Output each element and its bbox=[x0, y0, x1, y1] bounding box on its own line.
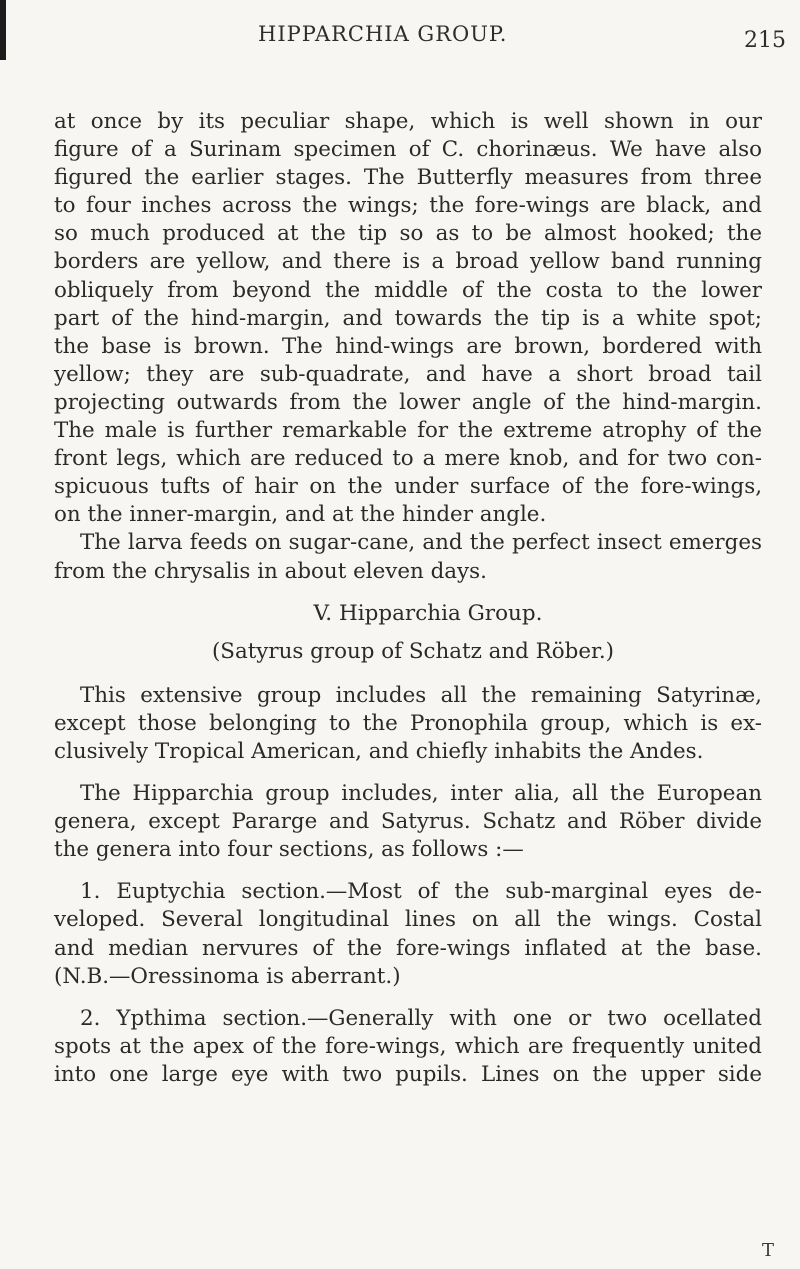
paragraph-5 bbox=[54, 878, 762, 990]
text-line: so much produced at the tip so as to be almost hooked; the bbox=[54, 221, 762, 247]
text-line: obliquely from beyond the middle of the costa to the lower bbox=[54, 277, 762, 303]
text-line: and median nervures of the fore-wings inflated at the base. bbox=[54, 935, 762, 961]
text-line: projecting outwards from the lower angle of the hind-margin. bbox=[54, 389, 762, 415]
text-line: spots at the apex of the fore-wings, which are frequently united bbox=[54, 1033, 762, 1059]
text-line: to four inches across the wings; the fore-wings are black, and bbox=[54, 193, 762, 219]
text-line: from the chrysalis in about eleven days. bbox=[54, 558, 487, 584]
section-subheading: (Satyrus group of Schatz and Röber.) bbox=[211, 638, 615, 664]
text-line: spicuous tufts of hair on the under surface of the fore-wings, bbox=[54, 474, 762, 500]
paragraph-2 bbox=[54, 529, 762, 585]
running-head bbox=[0, 22, 800, 52]
text-line: part of the hind-margin, and towards the tip is a white spot; bbox=[54, 305, 762, 331]
running-title: HIPPARCHIA GROUP. bbox=[258, 22, 508, 46]
text-line: The Hipparchia group includes, inter alia, all the European bbox=[80, 781, 762, 807]
text-line: veloped. Several longitudinal lines on all the wings. Costal bbox=[54, 907, 762, 933]
text-line: borders are yellow, and there is a broad yellow band running bbox=[54, 249, 762, 275]
text-line: front legs, which are reduced to a mere knob, and for two con- bbox=[54, 446, 762, 472]
text-line: except those belonging to the Pronophila group, which is ex- bbox=[54, 710, 762, 736]
text-line: genera, except Pararge and Satyrus. Schatz and Röber divide bbox=[54, 809, 762, 835]
text-line: the genera into four sections, as follows :— bbox=[54, 837, 524, 863]
text-line: figure of a Surinam specimen of C. chorinæus. We have also bbox=[54, 137, 762, 163]
text-line: on the inner-margin, and at the hinder angle. bbox=[54, 502, 547, 528]
text-line: 2. Ypthima section.—Generally with one or two ocellated bbox=[80, 1005, 762, 1031]
text-line: into one large eye with two pupils. Lines on the upper side bbox=[54, 1061, 762, 1087]
text-line: (N.B.—Oressinoma is aberrant.) bbox=[54, 963, 401, 989]
text-line: figured the earlier stages. The Butterfly measures from three bbox=[54, 165, 762, 191]
signature-mark: T bbox=[762, 1240, 775, 1261]
paragraph-4 bbox=[54, 780, 762, 864]
text-line: 1. Euptychia section.—Most of the sub-marginal eyes de- bbox=[80, 879, 762, 905]
paragraph-1 bbox=[54, 108, 762, 529]
text-line: This extensive group includes all the remaining Satyrinæ, bbox=[80, 682, 762, 708]
paragraph-6 bbox=[54, 1005, 762, 1089]
text-line: The male is further remarkable for the extreme atrophy of the bbox=[54, 418, 762, 444]
text-line: yellow; they are sub-quadrate, and have a short broad tail bbox=[54, 361, 762, 387]
body-text bbox=[54, 108, 762, 1089]
page-number: 215 bbox=[744, 28, 786, 53]
text-line: at once by its peculiar shape, which is well shown in our bbox=[54, 109, 762, 134]
section-heading: V. Hipparchia Group. bbox=[313, 600, 543, 626]
text-line: The larva feeds on sugar-cane, and the perfect insect emerges bbox=[80, 530, 762, 556]
text-line: clusively Tropical American, and chiefly inhabits the Andes. bbox=[54, 738, 704, 764]
text-line: the base is brown. The hind-wings are brown, bordered with bbox=[54, 333, 762, 359]
paragraph-3 bbox=[54, 682, 762, 766]
